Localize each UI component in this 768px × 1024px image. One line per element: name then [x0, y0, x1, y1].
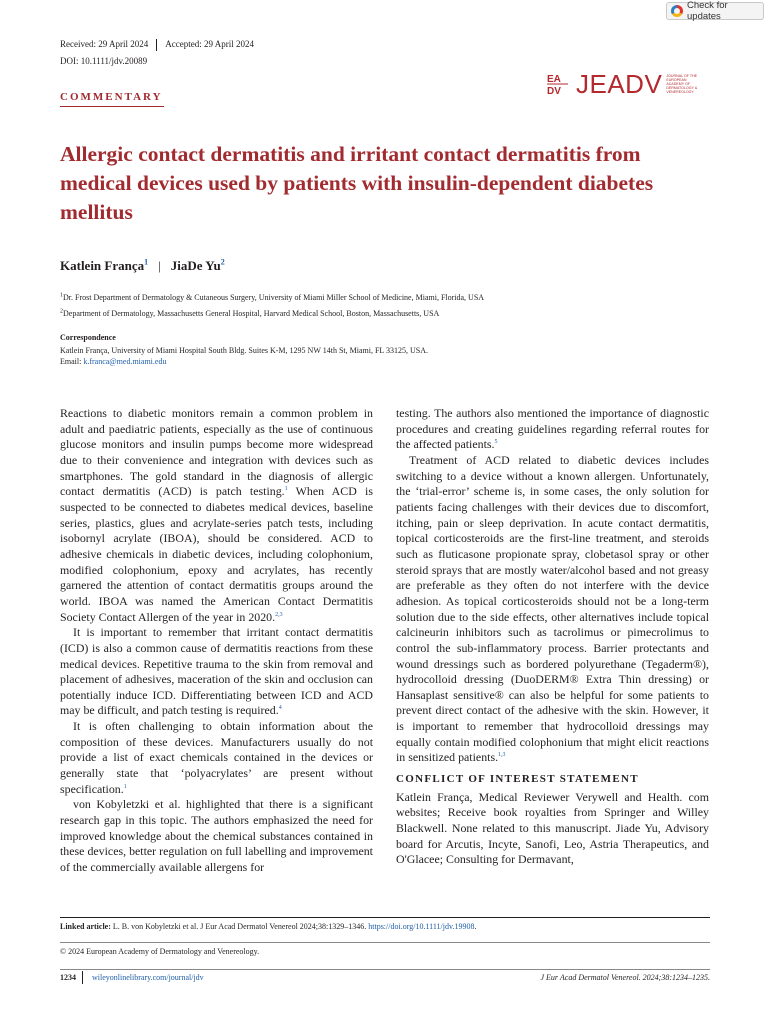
paragraph-text: Katlein França, Medical Reviewer Verywell and Health. com websites; Receive book royalties from Springer and Willey Blackwell. None related to this manuscript. Jiade Yu, Advisory board for Arcutis, Incyte, Sanofi, Leo, Astria Therapeutics, and O'Glacee; Consulting for Dermavant, [396, 789, 709, 867]
footer-divider [60, 917, 710, 918]
paragraph-text: When ACD is suspected to be connected to diabetes medical devices, baseline series, plastics, glues and acrylate-series patch tests, including isobornyl acrylate (IBOA), should be considered. ACD to adhesive chemicals in diabetic devices, including colophonium, modified colophonium, epoxy and acrylates, has recently garnered the attention of contact dermatitis groups around the world. IBOA was named the American Contact Dermatitis Society Contact Allergen of the year in 2020. [60, 484, 373, 624]
check-for-updates-label: Check for updates [687, 0, 728, 22]
copyright: © 2024 European Academy of Dermatology and Venereology. [60, 947, 260, 956]
footer-separator [82, 971, 83, 984]
affiliation [60, 293, 484, 302]
email-link[interactable]: k.franca@med.miami.edu [83, 357, 167, 366]
crossmark-icon [671, 5, 683, 17]
section-label: COMMENTARY [60, 91, 163, 103]
article-title: Allergic contact dermatitis and irritant contact dermatitis from medical devices used by patients with insulin-dependent diabetes mellitus [60, 142, 654, 224]
linked-article-end: . [474, 922, 477, 931]
citation-link[interactable]: 1 [284, 486, 288, 493]
paragraph [396, 790, 709, 868]
paragraph [60, 625, 373, 719]
paragraph [60, 719, 373, 797]
citation-link[interactable]: 4 [278, 705, 282, 712]
linked-article-label: Linked article: [60, 922, 111, 931]
linked-article [60, 922, 476, 931]
paragraph [60, 797, 373, 875]
author-list [60, 258, 225, 274]
citation-link[interactable]: 5 [494, 439, 498, 446]
paragraph [60, 406, 373, 625]
footer-divider [60, 969, 710, 970]
paragraph-text: von Kobyletzki et al. highlighted that there is a significant research gap in this topic. The authors emphasized the need for improved knowledge about the chemical substances contained in these devices, better regulation on full labelling and improvement of the commercially available allergens for [60, 797, 373, 875]
doi: DOI: 10.1111/jdv.20089 [60, 56, 148, 66]
author-name[interactable]: Katlein França [60, 258, 145, 273]
paragraph [396, 406, 709, 453]
svg-text:EA: EA [547, 74, 561, 85]
author-name[interactable]: JiaDe Yu [170, 258, 221, 273]
paragraph-text: testing. The authors also mentioned the importance of diagnostic procedures and creating guidelines regarding referral routes for the affected patients. [396, 406, 709, 452]
correspondence-block [60, 345, 428, 367]
affiliation [60, 309, 439, 318]
linked-article-text: L. B. von Kobyletzki et al. J Eur Acad Dermatol Venereol 2024;38:1329–1346. [110, 922, 369, 931]
author-affiliation-ref[interactable]: 2 [220, 257, 225, 267]
affiliation-text: Dr. Frost Department of Dermatology & Cutaneous Surgery, University of Miami Miller School of Medicine, Miami, Florida, USA [63, 293, 485, 302]
received-date: Received: 29 April 2024 [60, 39, 149, 50]
body-column-right [396, 406, 709, 868]
affiliation-number: 1 [60, 292, 63, 299]
svg-text:DV: DV [547, 86, 561, 96]
page-number: 1234 [60, 973, 76, 982]
linked-article-link[interactable]: https://doi.org/10.1111/jdv.19908 [368, 922, 475, 931]
journal-website-link[interactable]: wileyonlinelibrary.com/journal/jdv [92, 973, 204, 982]
date-divider [156, 39, 157, 51]
citation-link[interactable]: 1,3 [498, 752, 506, 759]
paragraph-text: Treatment of ACD related to diabetic devices includes switching to a device without a known allergen. Unfortunately, the ‘trial-error’ scheme is, in some cases, the only solution for patients facing challenges with their devices due to discomfort, itching, pain or sleep deprivation. In acute contact dermatitis, topical corticosteroids are the first-line treatment, and steroids such as fluticasone propionate spray, clobetasol spray or other steroid sprays that are mostly water/alcohol based and not greasy are preferable as they often do not interfere with the device adhesion. As topical corticosteroids should not be a long-term solution due to the side effects, other alternatives include topical calcineurin inhibitors such as tacrolimus or pimecrolimus to control the sub-inflammatory process. Barrier protectants and wound dressings such as bordered polyurethane (Tegaderm®), hydrocolloid dressing (DuoDERM® Extra Thin dressing) or Hansaplast sensitive® can also be helpful for some patients to prevent direct contact of the adhesive with the skin. However, it is important to remember that hydrocolloid dressings may equally contain modified colophonium that might elicit reactions in sensitized patients. [396, 452, 709, 765]
affiliation-number: 2 [60, 308, 63, 315]
footer-divider [60, 942, 710, 943]
citation-link[interactable]: 1 [123, 783, 127, 790]
article-dates [60, 39, 254, 51]
journal-subtitle: JOURNAL OF THE EUROPEAN ACADEMY OF DERMATOLOGY & VENEREOLOGY [666, 74, 698, 94]
paragraph-text: It is often challenging to obtain information about the composition of these devices. Manufacturers usually do not provide a list of exact chemicals contained in the devices or generally state that ‘polyacrylates’ are present without specification. [60, 719, 373, 796]
check-for-updates-button[interactable] [666, 2, 764, 20]
accepted-date: Accepted: 29 April 2024 [165, 39, 254, 50]
journal-logo[interactable] [546, 71, 716, 97]
journal-name: JEADV [576, 69, 663, 99]
body-column-left [60, 406, 373, 876]
paragraph-text: It is important to remember that irritant contact dermatitis (ICD) is also a common cause of dermatitis reactions from these medical devices. Repetitive trauma to the skin from removal and placement of adhesives, maceration of the skin and occlusion can potentially induce ICD. Differentiating between ICD and ACD may be difficult, and patch testing is required. [60, 625, 373, 718]
correspondence-address: Katlein França, University of Miami Hospital South Bldg. Suites K-M, 1295 NW 14th St, Miami, FL 33125, USA. [60, 346, 428, 355]
section-divider [60, 106, 164, 107]
email-label: Email: [60, 357, 84, 366]
paragraph-text: Reactions to diabetic monitors remain a common problem in adult and paediatric patients, especially as the use of continuous glucose monitors and insulin pumps become more widespread due to their convenience and integration with devices such as smartphones. The gold standard in the diagnosis of allergic contact dermatitis (ACD) is patch testing. [60, 406, 373, 499]
citation-link[interactable]: 2,3 [275, 611, 283, 618]
eadv-logo-icon [546, 72, 570, 96]
correspondence-heading: Correspondence [60, 333, 116, 342]
affiliation-text: Department of Dermatology, Massachusetts General Hospital, Harvard Medical School, Boston, Massachusetts, USA [63, 309, 440, 318]
author-affiliation-ref[interactable]: 1 [144, 257, 149, 267]
paragraph [396, 453, 709, 766]
author-separator: | [158, 258, 161, 273]
section-heading: CONFLICT OF INTEREST STATEMENT [396, 773, 639, 786]
journal-citation: J Eur Acad Dermatol Venereol. 2024;38:1234–1235. [540, 973, 710, 982]
